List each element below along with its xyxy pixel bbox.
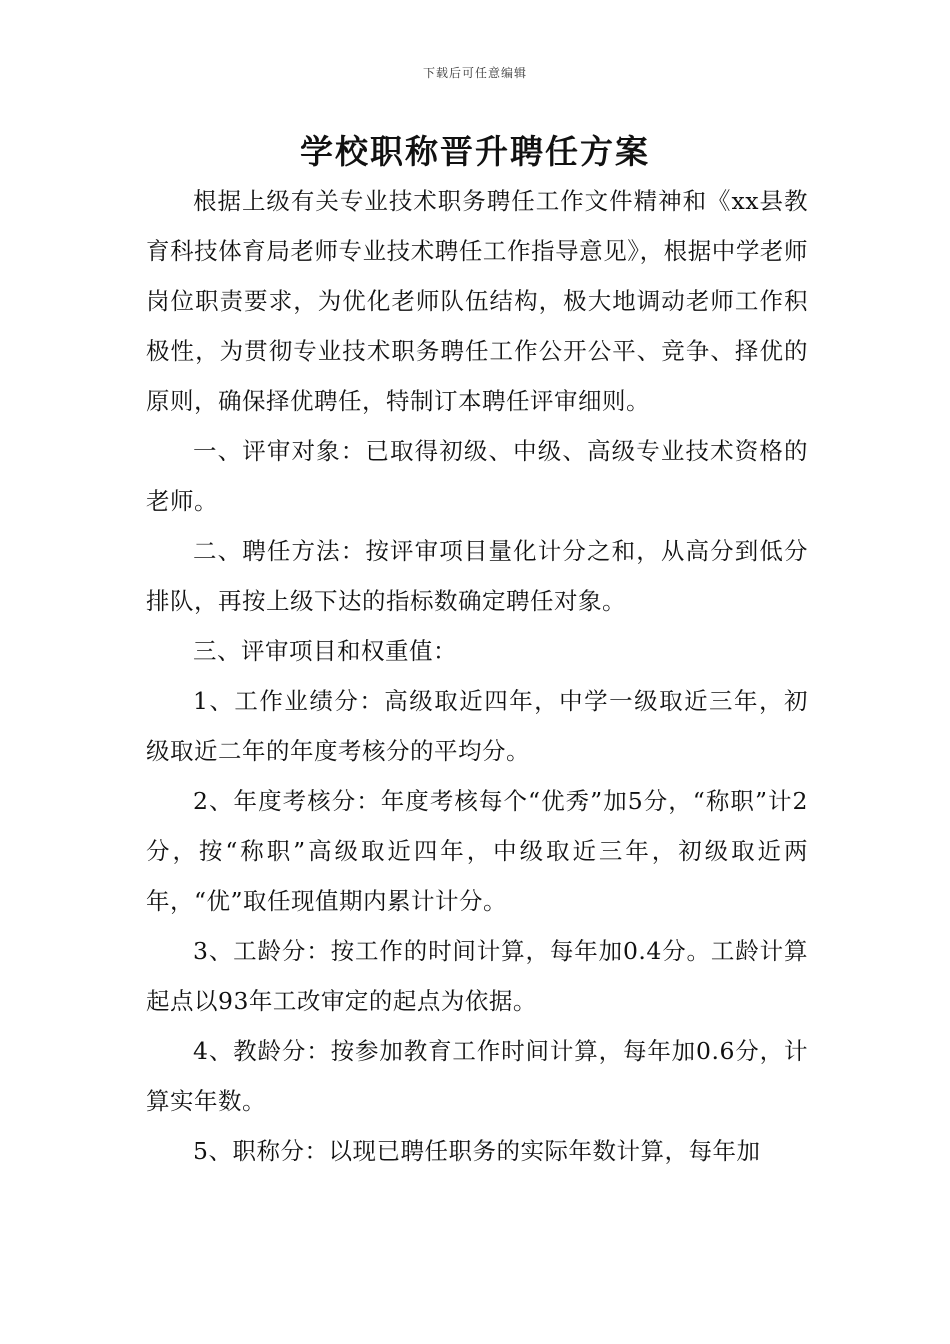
paragraph-item-1: 1、工作业绩分：高级取近四年，中学一级取近三年，初级取近二年的年度考核分的平均分。: [146, 687, 808, 765]
document-title: 学校职称晋升聘任方案: [300, 132, 650, 171]
paragraph-review-items: 三、评审项目和权重值：: [193, 637, 457, 665]
document-body: [146, 176, 808, 1176]
paragraph-item-2: 2、年度考核分：年度考核每个“优秀”加5分，“称职”计2分，按“称职”高级取近四年，中级取近三年，初级取近两年，“优”取任现值期内累计计分。: [146, 787, 808, 915]
paragraph-item-3: 3、工龄分：按工作的时间计算，每年加0.4分。工龄计算起点以93年工改审定的起点为依据。: [146, 937, 808, 1015]
paragraph-item-4: 4、教龄分：按参加教育工作时间计算，每年加0.6分，计算实年数。: [146, 1037, 808, 1115]
paragraph-review-targets: 一、评审对象：已取得初级、中级、高级专业技术资格的老师。: [146, 437, 808, 515]
paragraph-item-5: 5、职称分：以现已聘任职务的实际年数计算，每年加: [193, 1137, 761, 1165]
header-note: 下载后可任意编辑: [422, 66, 527, 80]
paragraph-appointment-method: 二、聘任方法：按评审项目量化计分之和，从高分到低分排队，再按上级下达的指标数确定聘任对象。: [146, 537, 808, 615]
paragraph-intro: 根据上级有关专业技术职务聘任工作文件精神和《xx县教育科技体育局老师专业技术聘任工作指导意见》，根据中学老师岗位职责要求，为优化老师队伍结构，极大地调动老师工作积极性，为贯彻专业技术职务聘任工作公开公平、竞争、择优的原则，确保择优聘任，特制订本聘任评审细则。: [146, 187, 808, 415]
